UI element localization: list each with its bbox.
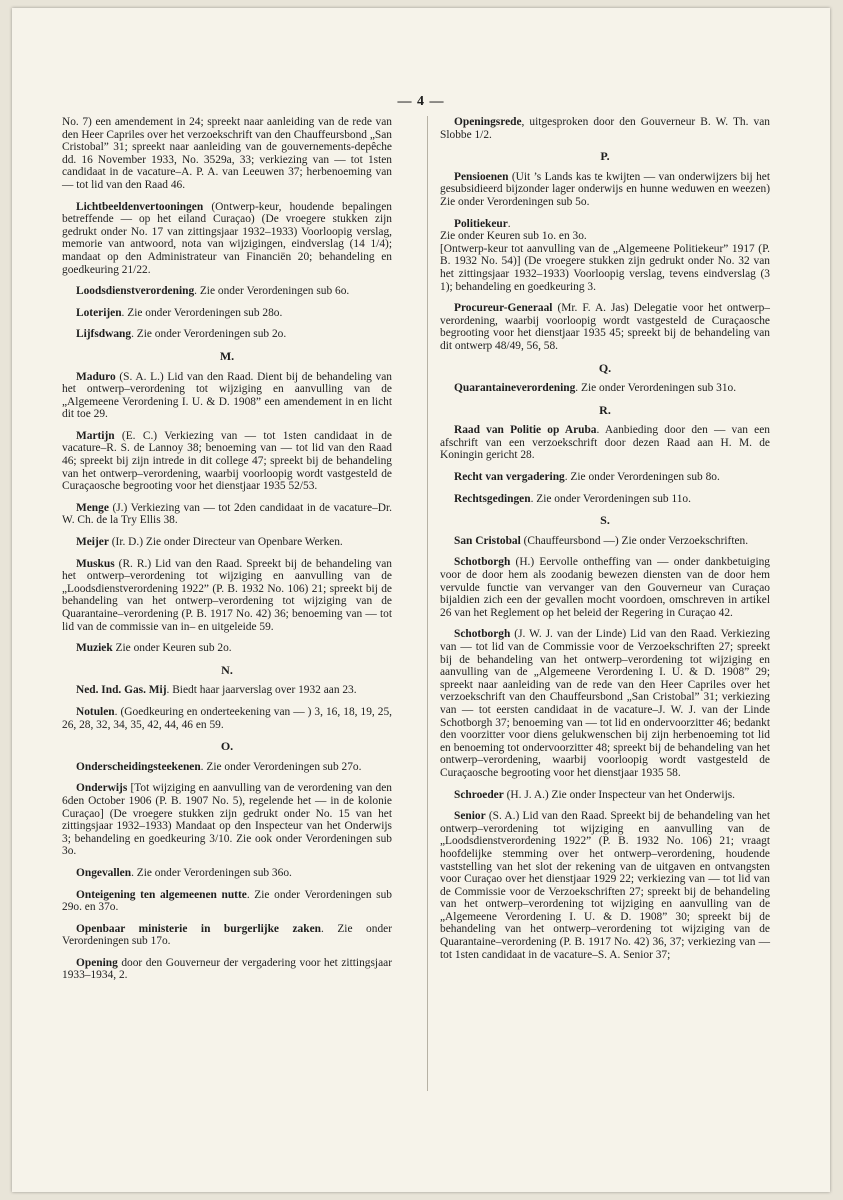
entry-heading: Meijer [76,536,109,549]
entry-heading: Politiekeur [454,217,508,230]
entry-body: . Zie onder Verordeningen sub 27o. [200,760,362,773]
entry-heading: Ongevallen [76,866,132,879]
index-entry [62,371,392,421]
entry-heading: Procureur-Generaal [454,302,553,315]
entry-body: (S. A. L.) Lid van den Raad. Dient bij de behandeling van het ontwerp–verordening tot wijziging en aanvulling van de „Algemeene Verordening I. U. & D. 1908” een amendement in en licht dit toe 29. [62,370,392,421]
entry-heading: Schroeder [454,788,504,801]
section-letter: N. [221,662,233,677]
document-page [12,8,830,1192]
entry-heading: Recht van vergadering [454,471,565,484]
index-entry [62,684,392,697]
entry-body: (Mr. F. A. Jas) Delegatie voor het ontwerp–verordening, waarbij voorloopig wordt vastgesteld de Curaçaosche begrooting voor het dienstjaar 1935 45; spreekt bij de behandeling van dit ontwerp 48/49, 56, 58. [440,302,770,352]
entry-body: . Zie onder Verordeningen sub 17o. [62,922,392,948]
entry-heading: San Cristobal [454,534,521,547]
entry-body: . Biedt haar jaarverslag over 1932 aan 23. [166,684,357,697]
entry-heading: Openbaar ministerie in burgerlijke zaken [76,922,321,935]
entry-heading: Notulen [76,705,115,718]
section-letter: S. [600,513,610,528]
index-entry [440,302,770,352]
entry-body: No. 7) een amendement in 24; spreekt naar aanleiding van de rede van den Heer Capriles over het verzoekschrift van den Chauffeursbond „San Cristobal” 31; spreekt naar aanleiding van de gouvernements-depêche dd. 16 November 1933, No. 3529a, 33; verkiezing van — tot 1sten candidaat in de vacature–A. P. A. van Leeuwen 37; herbenoeming van — tot lid van den Raad 46. [62,116,392,191]
entry-body: (Chauffeursbond —) Zie onder Verzoekschriften. [520,534,749,547]
index-entry [62,328,392,341]
entry-body: . (Goedkeuring en onderteekening van — ) 3, 16, 18, 19, 25, 26, 28, 32, 34, 35, 42, 44, 46 en 59. [62,705,392,731]
entry-heading: Ned. Ind. Gas. Mij [76,684,167,697]
left-column [62,116,392,991]
index-entry [62,285,392,298]
entry-body: (H. J. A.) Zie onder Inspecteur van het Onderwijs. [503,788,736,801]
index-entry [440,218,770,294]
entry-heading: Opening [76,956,118,969]
entry-body: (Ontwerp-keur, houdende bepalingen betreffende — op het eiland Curaçao) (De vroegere stukken zijn gedrukt onder No. 17 van zittingsjaar 1932–1933) Voorloopig verslag, memorie van antwoord, nota van wijzigingen, eindverslag (14 1/4); mandaat op den Administrateur van Financiën 20; behandeling en goedkeuring 21/22. [62,200,392,276]
section-letter: O. [220,739,234,754]
entry-heading: Raad van Politie op Aruba [454,424,597,437]
right-column [440,116,770,970]
index-entry [440,810,770,961]
index-entry [62,502,392,527]
entry-heading: Openingsrede [454,116,522,128]
index-entry [62,957,392,982]
entry-body: . Zie onder Verordeningen sub 36o. [131,866,292,879]
section-letter: R. [599,402,611,417]
index-entry [62,201,392,277]
index-entry [62,642,392,655]
entry-heading: Lijfsdwang [76,328,132,341]
entry-body: . Zie onder Verordeningen sub 31o. [575,382,737,395]
entry-heading: Muziek [76,642,113,655]
entry-body: (S. A.) Lid van den Raad. Spreekt bij de behandeling van het ontwerp–verordening tot wijziging en aanvulling van de „Loodsdienstverordening 1922” (P. B. 1932 No. 106) 21; vraagt hoofdelijke stemming over het ontwerp–verordening, houdende vaststelling van het slot der rekening van de uitgaven en ontvangsten voor Curaçao over het dienstjaar 1929 22; verkiezing van — tot lid van de Commissie voor de Verzoekschriften 27; spreekt bij de behandeling van het ontwerp–verordening tot wijziging en aanvulling van de „Algemeene Verordening I. U. & D. 1908” 30; spreekt bij de behandeling van het ontwerp–verordening tot wijziging van de Quarantaine–verordening (P. B. 1917 No. 42) 36, 37; verkiezing van — tot 1sten candidaat in de vacature–S. A. Senior 37; [440,810,770,961]
column-divider [427,116,428,1091]
entry-body: (Ir. D.) Zie onder Directeur van Openbare Werken. [108,536,343,549]
entry-body: (J. W. J. van der Linde) Lid van den Raad. Verkiezing van — tot lid van de Commissie voor de Verzoekschriften 27; spreekt bij de behandeling van het ontwerp–verordening tot wijziging en aanvulling van de „Algemeene Verordening I. U. & D. 1908” 29; spreekt naar aanleiding van de rede van den Heer Capriles over het verzoekschrift van den Chauffeursbond „San Cristobal” 31; verkiezing van — tot eersten candidaat in de vacature–J. W. J. van der Linde Schotborgh 37; benoeming van — tot lid en ondervoorzitter 46; bedankt den voorzitter voor diens gelukwenschen bij zijn herbenoeming tot lid en benoeming tot ondervoorzitter 48; spreekt bij de behandeling van het ontwerp–verordening, waarbij voorloopig wordt vastgesteld de Curaçaosche begrooting voor het dienstjaar 1935 58. [440,628,770,779]
index-entry [440,171,770,209]
entry-body: . Zie onder Verordeningen sub 11o. [530,492,691,505]
section-letter: P. [600,149,610,164]
index-entry [62,867,392,880]
entry-body: (J.) Verkiezing van — tot 2den candidaat in de vacature–Dr. W. Ch. de la Try Ellis 38. [62,501,392,527]
entry-heading: Menge [76,501,109,514]
entry-heading: Lichtbeeldenvertooningen [76,200,204,213]
entry-heading: Muskus [76,557,115,570]
index-entry [440,628,770,779]
entry-body: (Uit ’s Lands kas te kwijten — van onderwijzers bij het gesubsidieerd bijzonder lager onderwijs en hunne weduwen en weezen) Zie onder Verordeningen sub 5o. [440,170,770,208]
entry-heading: Onderscheidingsteekenen [76,760,201,773]
entry-body-line: [Ontwerp-keur tot aanvulling van de „Algemeene Politiekeur” 1917 (P. B. 1932 No. 54)] (De vroegere stukken zijn gedrukt onder No. 32 van het zittingsjaar 1932–1933) Voorloopig verslag, tevens eindverslag (3 1); behandeling en goedkeuring 3. [440,242,770,293]
entry-heading: Maduro [76,370,116,383]
entry-body-line: Zie onder Keuren sub 1o. en 3o. [440,230,587,243]
index-entry [62,536,392,549]
index-entry [62,116,392,192]
entry-heading: Quarantaineverordening [454,382,576,395]
entry-body: . Zie onder Verordeningen sub 2o. [131,328,287,341]
index-entry [440,535,770,548]
entry-heading: Pensioenen [454,170,509,183]
entry-heading: Loterijen [76,306,122,319]
index-entry [62,761,392,774]
index-entry [440,789,770,802]
index-entry [440,471,770,484]
index-entry [62,558,392,634]
index-entry [440,493,770,506]
entry-heading: Onteigening ten algemeenen nutte [76,888,247,901]
entry-body: (E. C.) Verkiezing van — tot 1sten candidaat in de vacature–R. S. de Lannoy 38; benoeming van — tot lid van den Raad 46; spreekt bij zijn intrede in dit college 47; spreekt bij de behandeling van het ontwerp–verordening, waarbij voorloopig wordt vastgesteld de Curaçaosche begrooting voor het dienstjaar 1935 52/53. [62,429,392,493]
entry-body: door den Gouverneur der vergadering voor het zittingsjaar 1933–1934, 2. [62,956,392,982]
entry-heading: Schotborgh [454,556,511,569]
index-entry [440,116,770,141]
entry-body: . Zie onder Verordeningen sub 28o. [121,306,283,319]
entry-body: . Zie onder Verordeningen sub 29o. en 37o. [62,888,392,914]
entry-body: [Tot wijziging en aanvulling van de verordening van den 6den October 1906 (P. B. 1907 No. 5), regelende het — in de kolonie Curaçao] (De vroegere stukken zijn gedrukt onder No. 15 van het zittingsjaar 1932–1933) Mandaat op den Inspecteur van het Onderwijs 3; behandeling en goedkeuring 3/10. Zie ook onder Verordeningen sub 3o. [62,782,392,858]
section-letter: M. [219,348,235,363]
entry-heading: Senior [454,810,486,823]
index-entry [62,889,392,914]
entry-body: . Zie onder Verordeningen sub 6o. [194,285,350,298]
entry-heading: Schotborgh [454,628,511,641]
entry-heading: Onderwijs [76,782,128,795]
entry-body: . Zie onder Verordeningen sub 8o. [564,471,720,484]
index-entry [440,424,770,462]
entry-body: , uitgesproken door den Gouverneur B. W. Th. van Slobbe 1/2. [440,116,770,141]
index-entry [440,556,770,619]
entry-body: . [507,217,511,230]
entry-body: Zie onder Keuren sub 2o. [112,642,232,655]
entry-body: (R. R.) Lid van den Raad. Spreekt bij de behandeling van het ontwerp–verordening tot wijziging en aanvulling van de „Loodsdienstverordening 1922” (P. B. 1932 No. 106) 21; spreekt bij de behandeling van het ontwerp–verordening tot wijziging van de Quarantaine–verordening (P. B. 1917 No. 42) 36; benoeming van — tot lid van de commissie van in– en uitgeleide 59. [62,557,392,633]
entry-body: (H.) Eervolle ontheffing van — onder dankbetuiging voor de door hem als zoodanig bewezen diensten van de door hem vervulde functie van vervanger van den Gouverneur van Curaçao bijaldien zich een der gevallen mocht voordoen, omschreven in artikel 26 van het Reglement op het beleid der Regering in Curaçao 42. [440,556,770,619]
index-entry [62,706,392,731]
entry-body: . Aanbieding door den — van een afschrift van een verzoekschrift door dezen Raad aan H. M. de Koningin gericht 28. [440,424,770,462]
index-entry [62,782,392,858]
entry-heading: Rechtsgedingen [454,492,531,505]
index-entry [62,923,392,948]
entry-heading: Martijn [76,429,115,442]
index-entry [62,307,392,320]
page-number: — 4 — [397,94,445,109]
entry-heading: Loodsdienstverordening [76,285,195,298]
index-entry [440,382,770,395]
section-letter: Q. [598,360,612,375]
index-entry [62,430,392,493]
